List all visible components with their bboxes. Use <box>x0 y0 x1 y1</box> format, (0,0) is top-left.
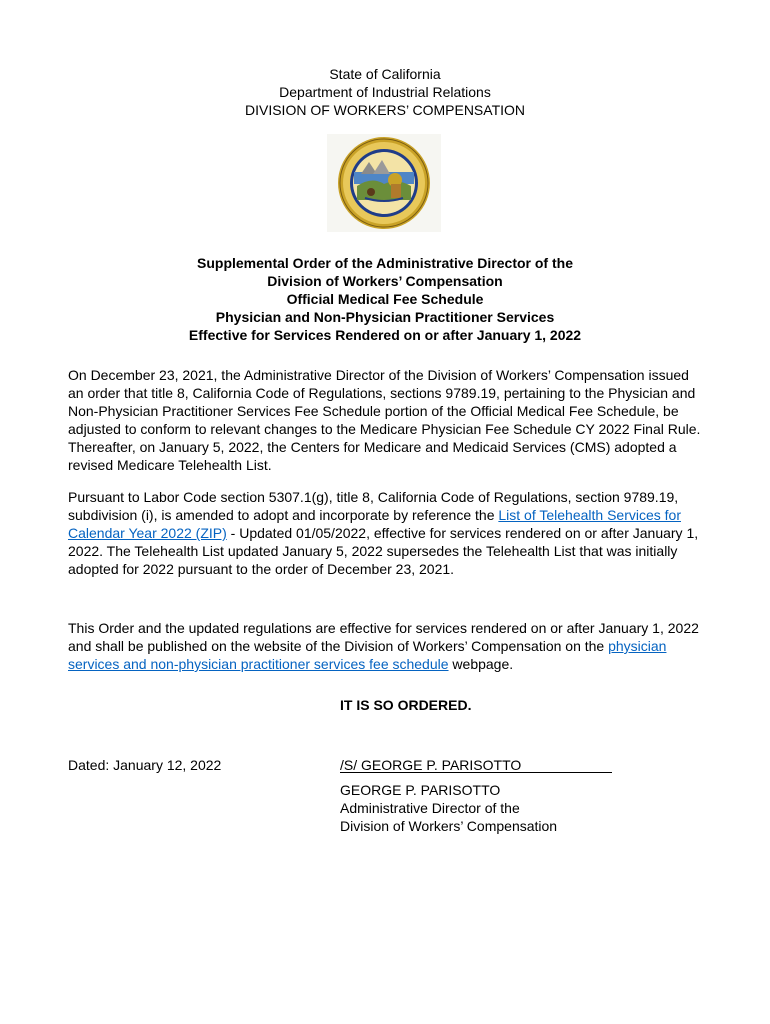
order-title <box>0 254 770 344</box>
title-line: Division of Workers’ Compensation <box>267 273 503 289</box>
title-line: Effective for Services Rendered on or after January 1, 2022 <box>188 327 582 343</box>
signer-name: GEORGE P. PARISOTTO <box>340 782 501 798</box>
signer-title: Administrative Director of the <box>340 800 520 816</box>
letterhead-department: Department of Industrial Relations <box>279 84 491 100</box>
telehealth-list-link[interactable]: List of Telehealth Services for Calendar Year 2022 (ZIP) <box>68 507 681 541</box>
paragraph-text: - Updated 01/05/2022, effective for services rendered on or after January 1, 2022. The Telehealth List updated January 5, 2022 supersedes the Telehealth List that was initially adopted for 2022 pursuant to the order of December 23, 2021. <box>68 525 699 577</box>
paragraph-text: Pursuant to Labor Code section 5307.1(g), title 8, California Code of Regulations, section 9789.19, subdivision (i), is amended to adopt and incorporate by reference the <box>68 489 679 523</box>
paragraph-text: webpage. <box>448 656 514 672</box>
title-line: Supplemental Order of the Administrative Director of the <box>197 255 573 271</box>
letterhead-division: DIVISION OF WORKERS’ COMPENSATION <box>244 102 526 118</box>
signature-block <box>340 781 557 835</box>
title-line: Official Medical Fee Schedule <box>286 291 484 307</box>
signer-title: Division of Workers’ Compensation <box>340 818 558 834</box>
paragraph-effective <box>68 619 704 673</box>
paragraph-text: This Order and the updated regulations are effective for services rendered on or after January 1, 2022 and shall be published on the website of the Division of Workers’ Compensation on the <box>68 620 699 654</box>
letterhead <box>0 65 770 119</box>
paragraph-amendment <box>68 488 704 578</box>
letterhead-state: State of California <box>329 66 441 82</box>
paragraph-background: On December 23, 2021, the Administrative Director of the Division of Workers’ Compensation issued an order that title 8, California Code of Regulations, sections 9789.19, pertaining to the Physician and Non-Physician Practitioner Services Fee Schedule portion of the Official Medical Fee Schedule, be adjusted to conform to relevant changes to the Medicare Physician Fee Schedule CY 2022 Final Rule. Thereafter, on January 5, 2022, the Centers for Medicare and Medicaid Services (CMS) adopted a revised Medicare Telehealth List. <box>68 367 701 473</box>
so-ordered: IT IS SO ORDERED. <box>340 697 472 713</box>
signature-line: /S/ GEORGE P. PARISOTTO <box>340 756 612 773</box>
title-line: Physician and Non-Physician Practitioner Services <box>215 309 555 325</box>
date-line: Dated: January 12, 2022 <box>68 757 222 773</box>
great-seal-of-california-icon <box>327 134 441 232</box>
fee-schedule-webpage-link[interactable]: physician services and non-physician practitioner services fee schedule <box>68 638 667 672</box>
